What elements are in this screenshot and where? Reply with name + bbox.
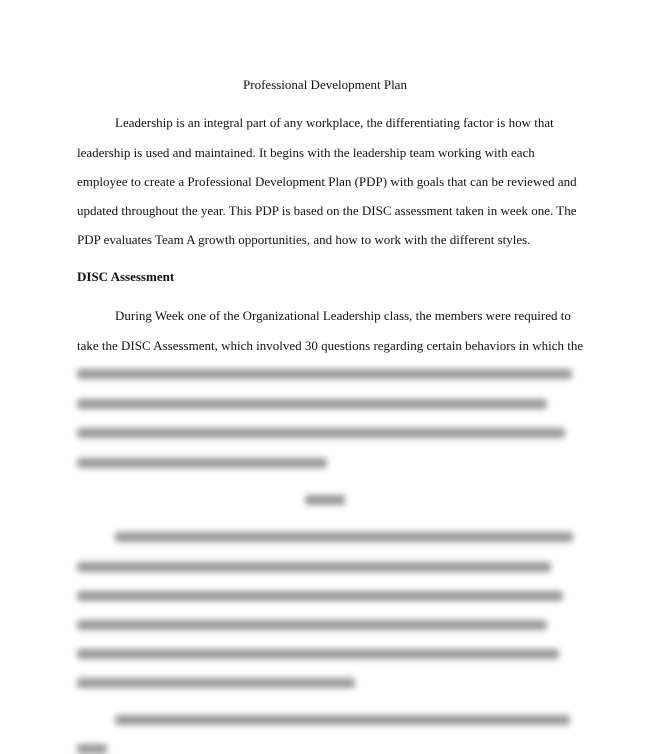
paragraph-line: Leadership is an integral part of any workplace, the differentiating factor is how that — [115, 115, 554, 130]
blurred-line — [77, 399, 547, 409]
blurred-line — [115, 532, 573, 542]
blurred-heading — [305, 495, 345, 505]
section-heading: DISC Assessment — [77, 269, 175, 284]
blurred-line — [77, 562, 551, 572]
paragraph-line: employee to create a Professional Development Plan (PDP) with goals that can be reviewed and — [77, 174, 577, 189]
paragraph-line: PDP evaluates Team A growth opportunities, and how to work with the different styles. — [77, 232, 531, 247]
paragraph-line: take the DISC Assessment, which involved 30 questions regarding certain behaviors in which the — [77, 338, 584, 353]
paragraph-line: During Week one of the Organizational Leadership class, the members were required to — [115, 308, 571, 323]
blurred-line — [115, 715, 570, 725]
blurred-line — [77, 678, 355, 688]
blurred-line — [77, 620, 547, 630]
blurred-content — [0, 360, 650, 750]
paragraph-line: leadership is used and maintained. It begins with the leadership team working with each — [77, 145, 535, 160]
blurred-line — [77, 591, 563, 601]
document-title: Professional Development Plan — [243, 77, 407, 92]
paragraph-line: updated throughout the year. This PDP is based on the DISC assessment taken in week one. The — [77, 203, 577, 218]
blurred-line — [77, 649, 559, 659]
blurred-line — [77, 369, 572, 379]
blurred-line — [77, 458, 327, 468]
blurred-line — [77, 744, 107, 754]
blurred-line — [77, 428, 565, 438]
